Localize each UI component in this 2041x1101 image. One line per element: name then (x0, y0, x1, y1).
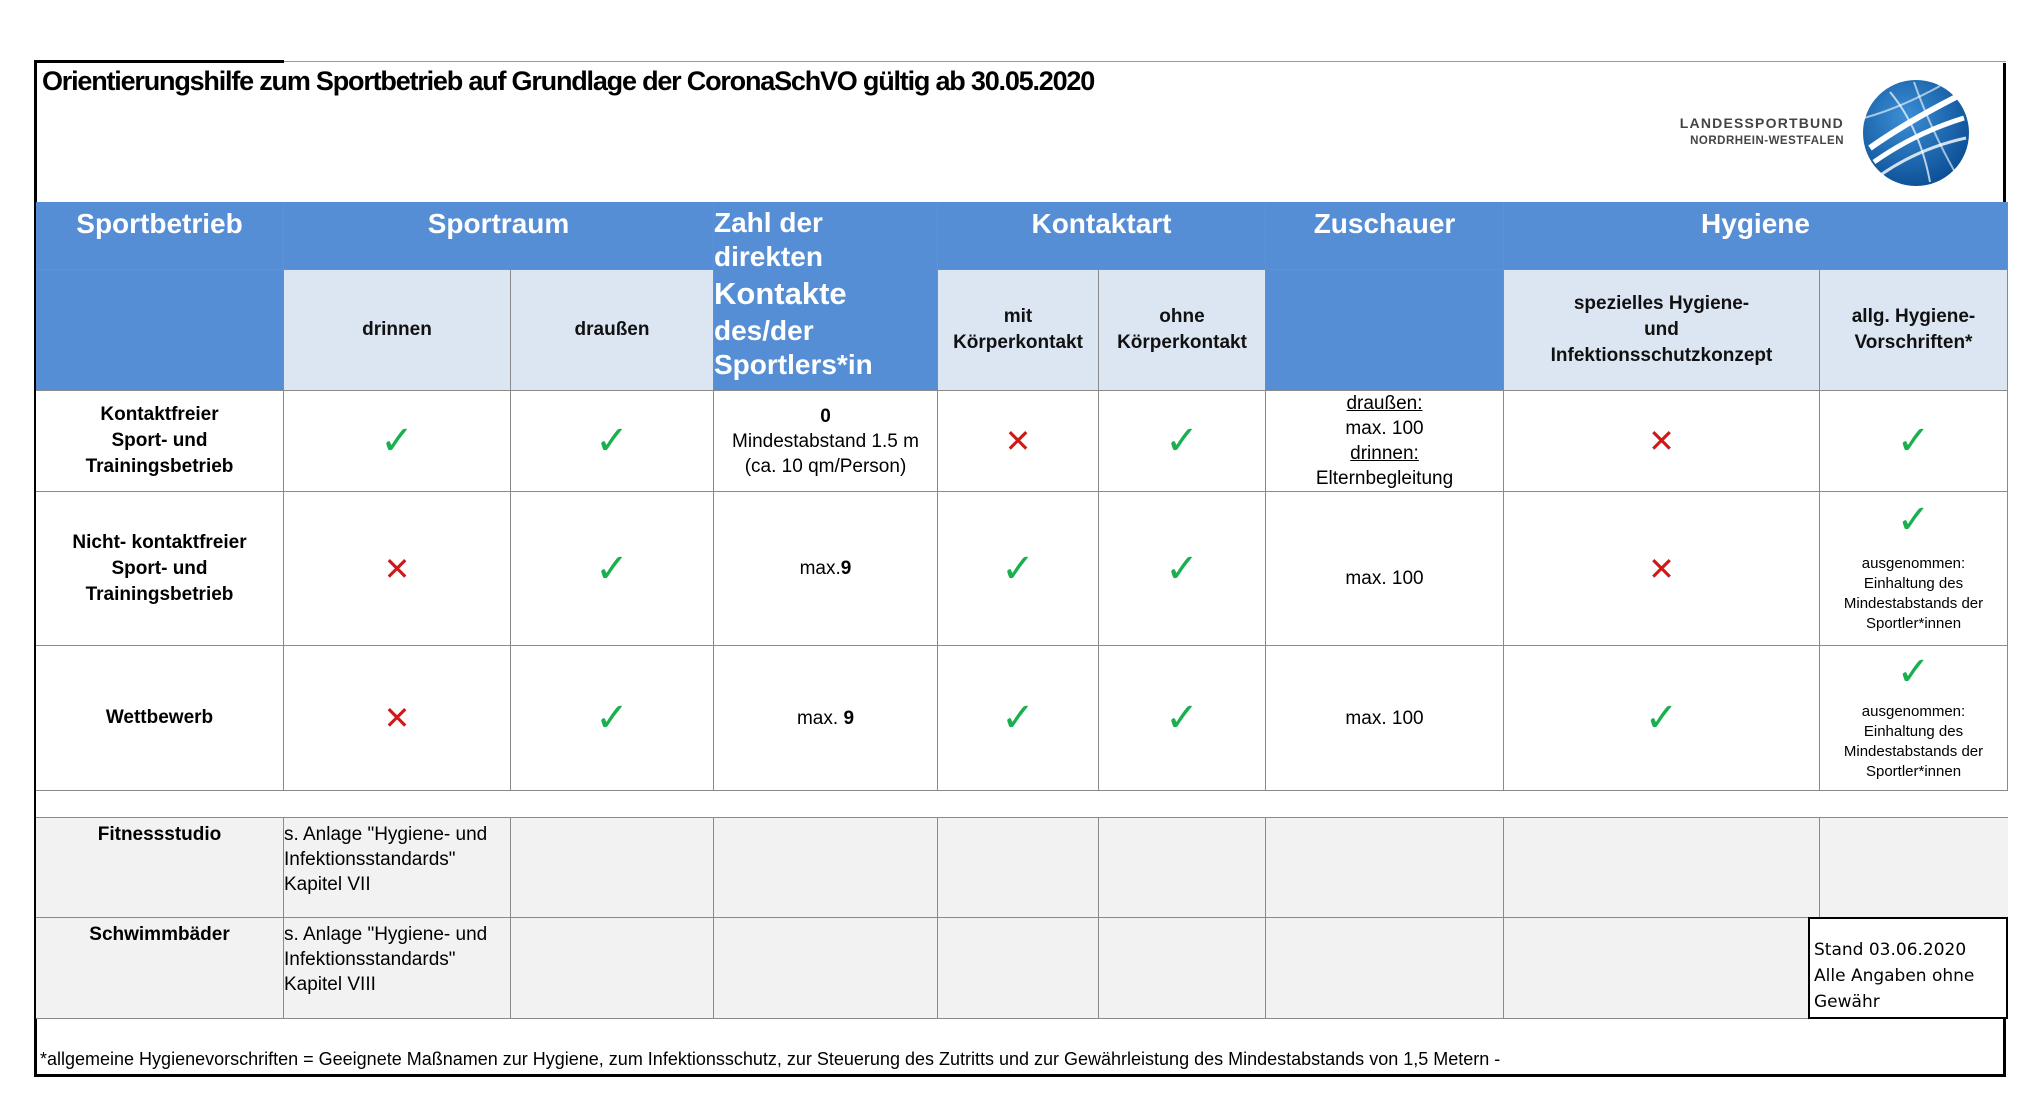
row3-kontakte-prefix: max. (796, 707, 844, 729)
row2-allgemein-note2: Einhaltung des (1863, 575, 1964, 592)
check-icon: ✓ (1644, 695, 1679, 741)
check-icon: ✓ (1165, 545, 1199, 592)
schwimm-note (284, 918, 511, 1019)
footnote: *allgemeine Hygienevorschriften = Geeignete Maßnamen zur Hygiene, zum Infektionsschutz, zur Steuerung des Zutritts und zur Gewährleistung des Mindestabstands von 1,5 Metern - (40, 1049, 1501, 1069)
schwimm-note-line2: Infektionsstandards" (284, 949, 456, 970)
header-sportbetrieb: Sportbetrieb (36, 202, 284, 270)
row3-ohne (1099, 646, 1266, 791)
subheader-spezielles-hygiene (1504, 270, 1820, 391)
row3-mit (938, 646, 1099, 791)
page-title: Orientierungshilfe zum Sportbetrieb auf Grundlage der CoronaSchVO gültig ab 30.05.2020 (42, 66, 1095, 96)
subheader-allg-line1: allg. Hygiene- (1851, 306, 1976, 327)
row2-label-line3: Trainingsbetrieb (85, 583, 234, 605)
subheader-spez-line3: Infektionsschutzkonzept (1550, 345, 1773, 366)
header-kontakte-line3: Kontakte (714, 276, 847, 311)
fitness-note-line2: Infektionsstandards" (284, 849, 456, 870)
schwimm-label: Schwimmbäder (36, 918, 284, 1019)
row1-kontakte (714, 391, 938, 492)
check-icon: ✓ (1165, 695, 1199, 741)
row1-label-line1: Kontaktfreier (100, 404, 219, 425)
header-kontakte-line4: des/der (714, 315, 814, 346)
spacer-row (36, 791, 2008, 818)
fitness-empty (1504, 818, 1820, 918)
lsb-globe-logo-icon (1860, 78, 1972, 188)
row2-kontakte (714, 492, 938, 646)
stand-box (1808, 917, 2008, 1019)
check-icon: ✓ (1896, 497, 1931, 543)
logo-line1: LANDESSPORTBUND (1679, 115, 1844, 131)
stand-line1: Stand 03.06.2020 (1814, 940, 1967, 960)
row1-ohne (1099, 391, 1266, 492)
row3-draussen (511, 646, 714, 791)
fitness-label: Fitnessstudio (36, 818, 284, 918)
header-sportraum: Sportraum (284, 202, 714, 270)
fitness-note-line3: Kapitel VII (284, 874, 371, 895)
schwimm-empty (1266, 918, 1504, 1019)
row2-drinnen (284, 492, 511, 646)
header-kontakte-line5: Sportlers*in (714, 349, 873, 380)
fitness-empty (1099, 818, 1266, 918)
row1-kontakte-line2: (ca. 10 qm/Person) (744, 455, 907, 477)
check-icon: ✓ (595, 418, 629, 464)
row1-spezielles (1504, 391, 1820, 492)
fitness-empty (511, 818, 714, 918)
row1-zuschauer-max: max. 100 (1345, 418, 1424, 439)
stand-line2: Alle Angaben ohne (1814, 966, 1975, 986)
subheader-drinnen: drinnen (284, 270, 511, 391)
row3-allgemein-note4: Sportler*innen (1865, 763, 1962, 780)
check-icon: ✓ (1896, 418, 1931, 464)
row1-allgemein (1820, 391, 2008, 492)
subheader-spez-line1: spezielles Hygiene- (1573, 293, 1750, 314)
row1-label-line2: Sport- und (111, 430, 208, 451)
row2-allgemein-note4: Sportler*innen (1865, 615, 1962, 632)
cross-icon: ✕ (1004, 422, 1032, 460)
row2-allgemein-note1: ausgenommen: (1861, 555, 1966, 572)
row1-zuschauer (1266, 391, 1504, 492)
fitness-note-line1: s. Anlage "Hygiene- und (284, 824, 488, 845)
logo-line2: NORDRHEIN-WESTFALEN (1690, 135, 1844, 147)
schwimm-note-line3: Kapitel VIII (284, 974, 376, 995)
header-zuschauer-sub (1266, 270, 1504, 391)
row1-draussen (511, 391, 714, 492)
row2-spezielles (1504, 492, 1820, 646)
schwimm-empty (938, 918, 1099, 1019)
row1-mit (938, 391, 1099, 492)
row1-zuschauer-eltern: Elternbegleitung (1315, 468, 1454, 489)
row3-kontakte (714, 646, 938, 791)
schwimm-note-line1: s. Anlage "Hygiene- und (284, 924, 488, 945)
cross-icon: ✕ (1648, 549, 1675, 588)
cross-icon: ✕ (383, 699, 411, 737)
row3-label: Wettbewerb (36, 646, 284, 791)
subheader-allg-line2: Vorschriften* (1854, 332, 1973, 353)
check-icon: ✓ (1001, 545, 1035, 592)
subheader-mit-line1: mit (1003, 306, 1033, 327)
row1-zuschauer-draussen: draußen: (1346, 393, 1423, 414)
check-icon: ✓ (595, 695, 629, 741)
fitness-empty (714, 818, 938, 918)
subheader-mit-koerperkontakt (938, 270, 1099, 391)
header-kontaktart: Kontaktart (938, 202, 1266, 270)
row1-label-line3: Trainingsbetrieb (85, 456, 234, 477)
stand-line3: Gewähr (1814, 992, 1880, 1012)
cross-icon: ✕ (383, 549, 411, 588)
schwimm-empty (511, 918, 714, 1019)
row3-drinnen (284, 646, 511, 791)
schwimm-empty (714, 918, 938, 1019)
schwimm-empty (1099, 918, 1266, 1019)
row2-allgemein-note3: Mindestabstands der (1843, 595, 1984, 612)
row3-kontakte-value: 9 (843, 707, 855, 729)
frame-top-line (284, 61, 2006, 62)
lsb-logo (1672, 78, 1982, 188)
row3-spezielles (1504, 646, 1820, 791)
subheader-draussen: draußen (511, 270, 714, 391)
row3-allgemein-note3: Mindestabstands der (1843, 743, 1984, 760)
subheader-ohne-line1: ohne (1159, 306, 1205, 327)
fitness-empty (1266, 818, 1504, 918)
subheader-ohne-line2: Körperkontakt (1117, 332, 1247, 353)
row2-label (36, 492, 284, 646)
row2-kontakte-value: 9 (840, 558, 852, 579)
fitness-empty (938, 818, 1099, 918)
check-icon: ✓ (1896, 649, 1931, 695)
row1-kontakte-line1: Mindestabstand 1.5 m (732, 430, 919, 452)
fitness-note (284, 818, 511, 918)
row1-drinnen (284, 391, 511, 492)
check-icon: ✓ (1001, 695, 1035, 741)
subheader-allgemeine-hygiene (1820, 270, 2008, 391)
row3-allgemein-note2: Einhaltung des (1863, 723, 1964, 740)
row2-ohne (1099, 492, 1266, 646)
header-kontakte-line2: direkten (714, 241, 823, 272)
row3-allgemein-note1: ausgenommen: (1861, 703, 1966, 720)
header-sportbetrieb-sub (36, 270, 284, 391)
check-icon: ✓ (595, 545, 629, 592)
row2-zuschauer: max. 100 (1266, 492, 1504, 646)
row2-label-line2: Sport- und (111, 557, 208, 579)
check-icon: ✓ (380, 418, 414, 464)
row2-mit (938, 492, 1099, 646)
row2-draussen (511, 492, 714, 646)
row1-kontakte-value: 0 (820, 405, 831, 427)
schwimm-empty (1504, 918, 1820, 1019)
row1-label (36, 391, 284, 492)
subheader-mit-line2: Körperkontakt (953, 332, 1083, 353)
fitness-empty (1820, 818, 2008, 918)
header-zuschauer: Zuschauer (1266, 202, 1504, 270)
header-kontakte-line1: Zahl der (714, 207, 823, 238)
subheader-ohne-koerperkontakt (1099, 270, 1266, 391)
row3-zuschauer: max. 100 (1266, 646, 1504, 791)
row2-allgemein (1820, 492, 2008, 646)
row2-label-line1: Nicht- kontaktfreier (72, 531, 247, 553)
header-kontakte (714, 202, 938, 391)
row3-allgemein (1820, 646, 2008, 791)
cross-icon: ✕ (1648, 422, 1675, 460)
subheader-spez-line2: und (1644, 319, 1679, 340)
row2-kontakte-prefix: max. (799, 558, 841, 579)
check-icon: ✓ (1165, 418, 1199, 464)
row1-zuschauer-drinnen: drinnen: (1350, 443, 1419, 464)
header-hygiene: Hygiene (1504, 202, 2008, 270)
